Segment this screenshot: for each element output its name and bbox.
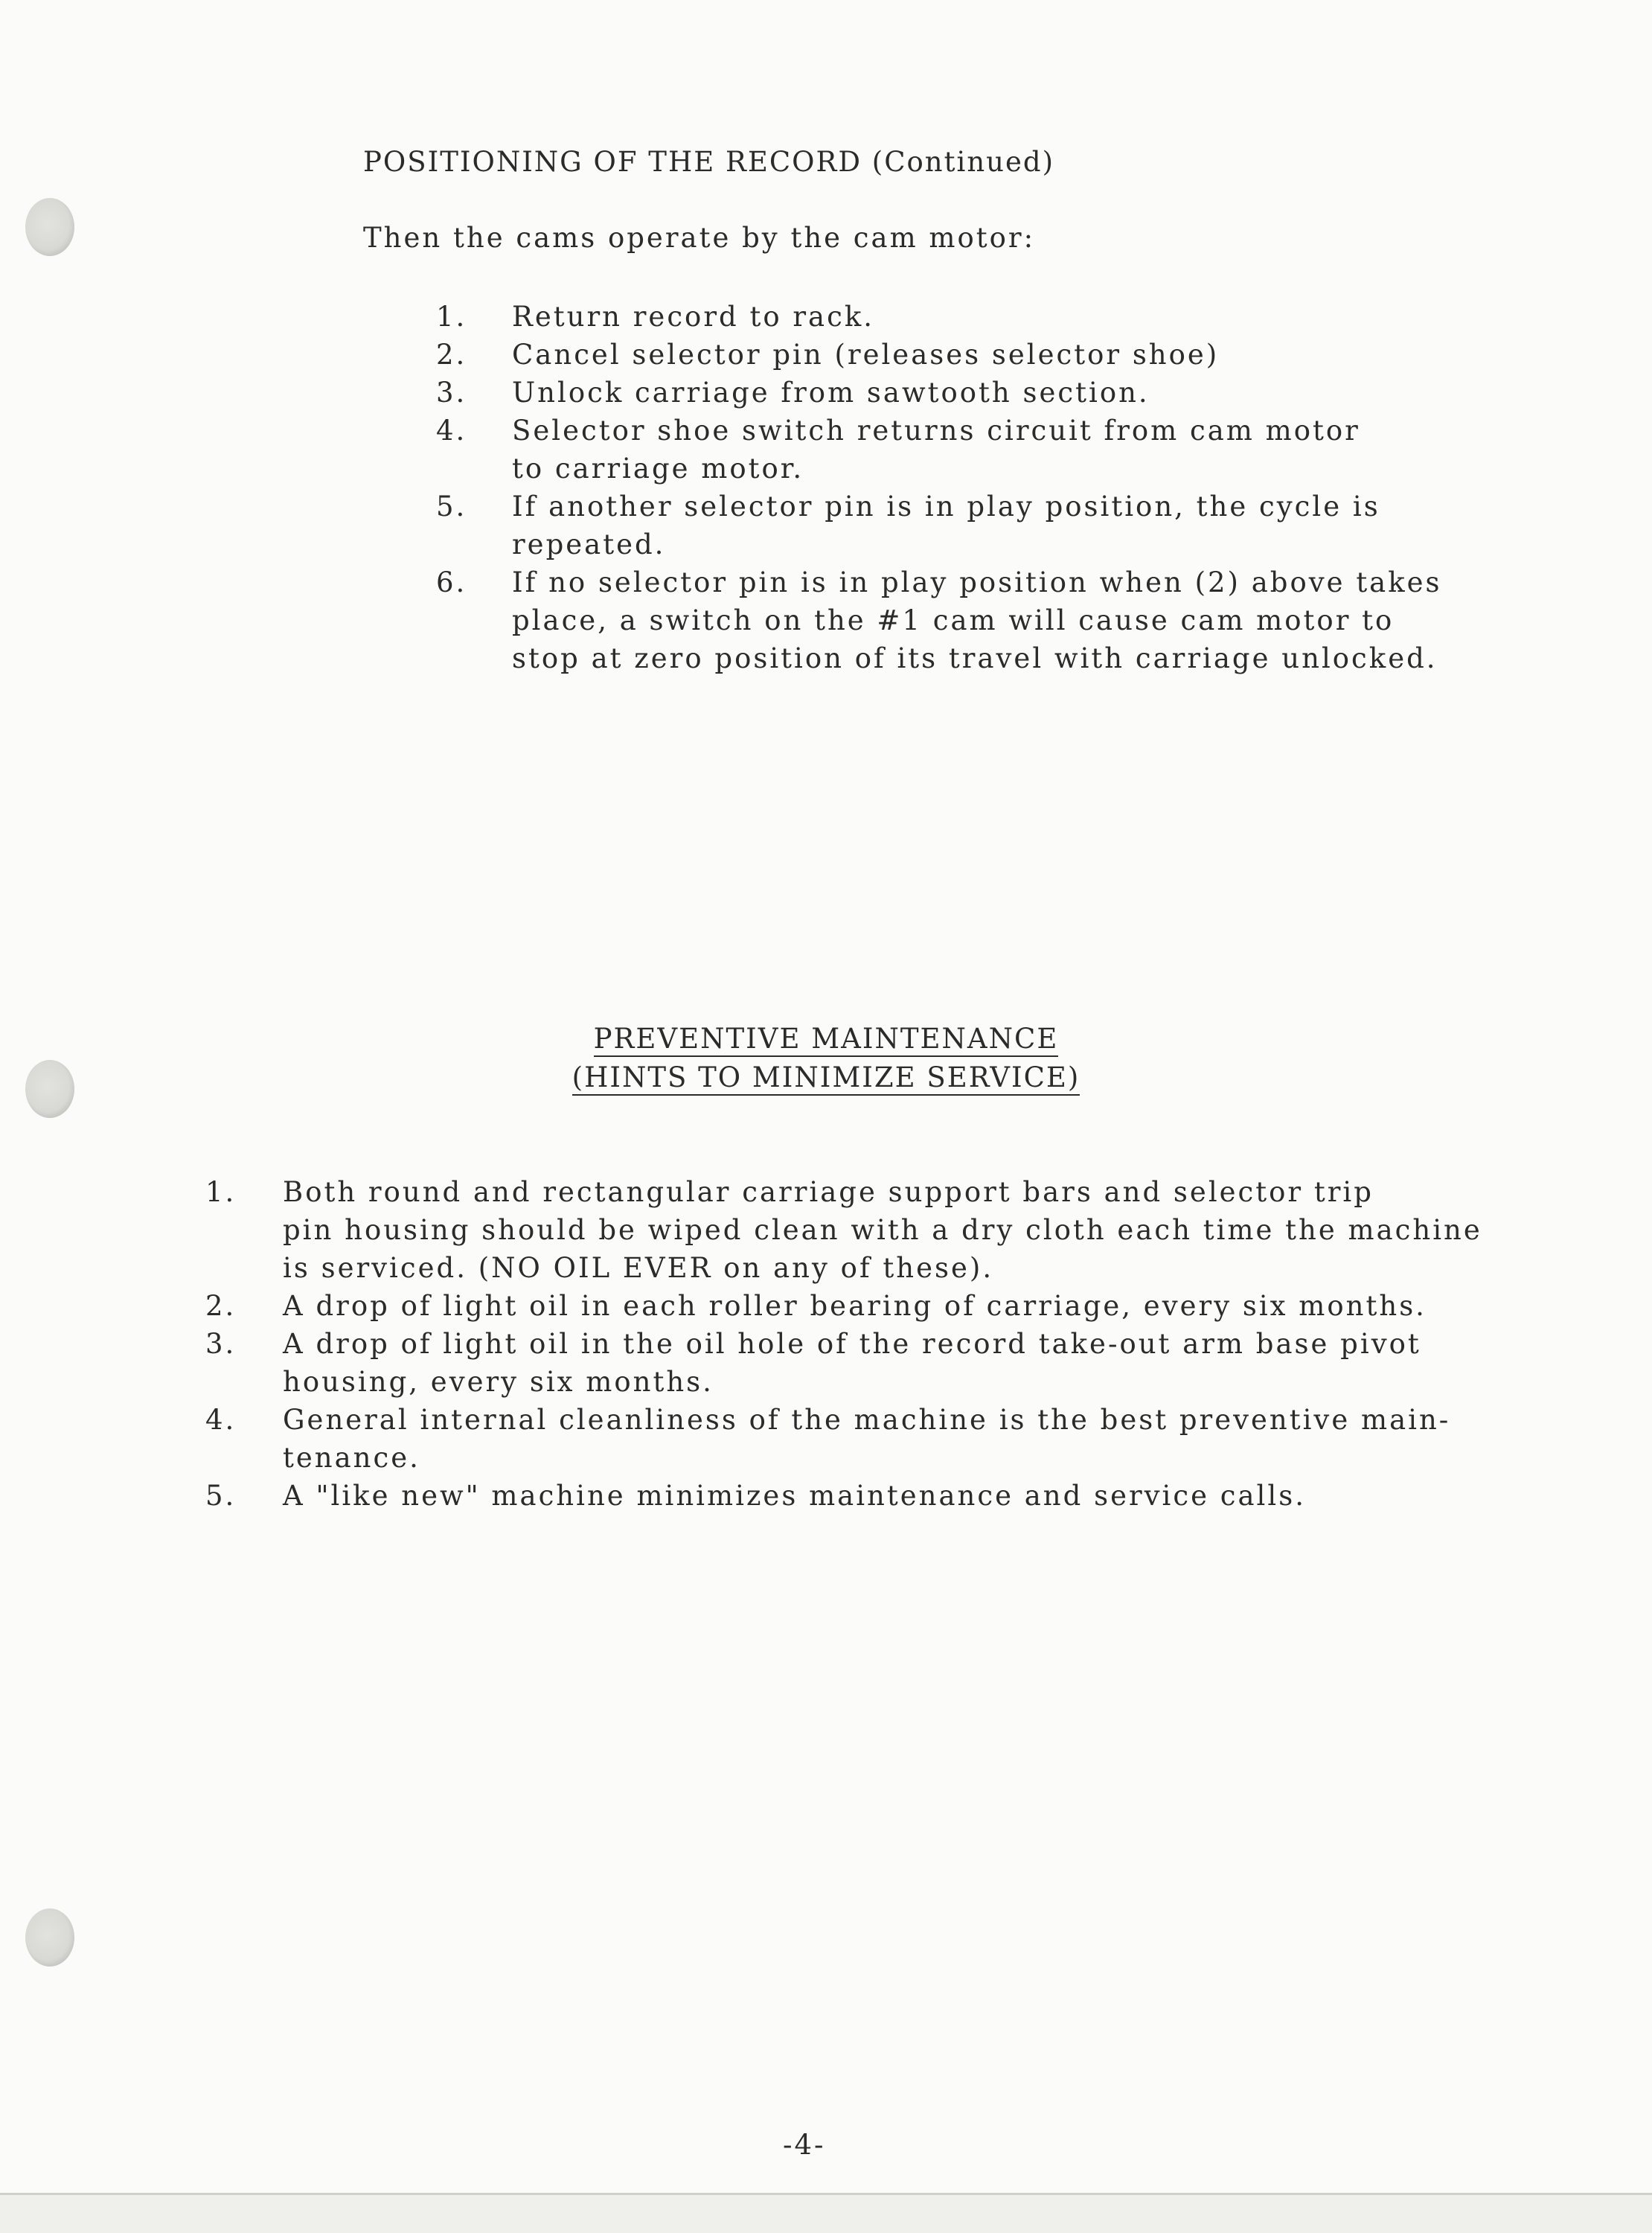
- list-item: [205, 1401, 1482, 1477]
- list-item: [436, 488, 1442, 563]
- item-text: Return record to rack.: [512, 301, 875, 333]
- list-item: [436, 412, 1442, 488]
- item-text: tenance.: [283, 1442, 420, 1474]
- page-number: -4-: [783, 2129, 826, 2161]
- item-number: 2.: [205, 1290, 237, 1322]
- list-item: [205, 1477, 1482, 1515]
- item-text: If another selector pin is in play position, the cycle is: [512, 491, 1380, 523]
- maintenance-list: [205, 1173, 1482, 1515]
- maintenance-heading-block: [446, 1020, 1206, 1097]
- item-number: 5.: [436, 491, 467, 523]
- item-text: A drop of light oil in the oil hole of the record take-out arm base pivot: [283, 1328, 1421, 1360]
- item-text: A "like new" machine minimizes maintenance and service calls.: [283, 1480, 1306, 1512]
- item-number: 5.: [205, 1480, 237, 1512]
- item-text: housing, every six months.: [283, 1366, 714, 1398]
- item-text: place, a switch on the #1 cam will cause cam motor to: [512, 604, 1395, 636]
- item-number: 2.: [436, 339, 467, 371]
- item-number: 4.: [436, 415, 467, 447]
- item-number: 1.: [205, 1176, 237, 1208]
- list-item: [436, 563, 1442, 677]
- item-number: 6.: [436, 566, 467, 598]
- item-number: 3.: [436, 377, 467, 409]
- item-text: repeated.: [512, 528, 666, 560]
- item-text: stop at zero position of its travel with carriage unlocked.: [512, 642, 1438, 674]
- item-text: General internal cleanliness of the machine is the best preventive main-: [283, 1404, 1451, 1436]
- list-item: [205, 1173, 1482, 1287]
- list-item: [205, 1287, 1482, 1325]
- binder-hole: [25, 198, 74, 256]
- item-number: 4.: [205, 1404, 237, 1436]
- list-item: [436, 374, 1442, 412]
- item-number: 3.: [205, 1328, 237, 1360]
- binder-hole: [25, 1060, 74, 1118]
- maintenance-heading: PREVENTIVE MAINTENANCE: [594, 1023, 1059, 1057]
- maintenance-subheading: (HINTS TO MINIMIZE SERVICE): [572, 1061, 1080, 1096]
- list-item: [436, 298, 1442, 336]
- section-title: POSITIONING OF THE RECORD (Continued): [363, 146, 1055, 178]
- item-number: 1.: [436, 301, 467, 333]
- item-text: Selector shoe switch returns circuit from cam motor: [512, 415, 1360, 447]
- item-text: Cancel selector pin (releases selector shoe): [512, 339, 1220, 371]
- item-text: A drop of light oil in each roller bearing of carriage, every six months.: [283, 1290, 1427, 1322]
- binder-hole: [25, 1908, 74, 1967]
- item-text: If no selector pin is in play position when (2) above takes: [512, 566, 1442, 598]
- intro-text: Then the cams operate by the cam motor:: [363, 222, 1036, 254]
- list-item: [205, 1325, 1482, 1401]
- item-text: Both round and rectangular carriage support bars and selector trip: [283, 1176, 1374, 1208]
- cam-steps-list: [436, 298, 1442, 677]
- item-text: pin housing should be wiped clean with a dry cloth each time the machine: [283, 1214, 1482, 1246]
- item-text: to carriage motor.: [512, 453, 804, 485]
- item-text: is serviced. (NO OIL EVER on any of these).: [283, 1252, 994, 1284]
- item-text: Unlock carriage from sawtooth section.: [512, 377, 1150, 409]
- list-item: [436, 336, 1442, 374]
